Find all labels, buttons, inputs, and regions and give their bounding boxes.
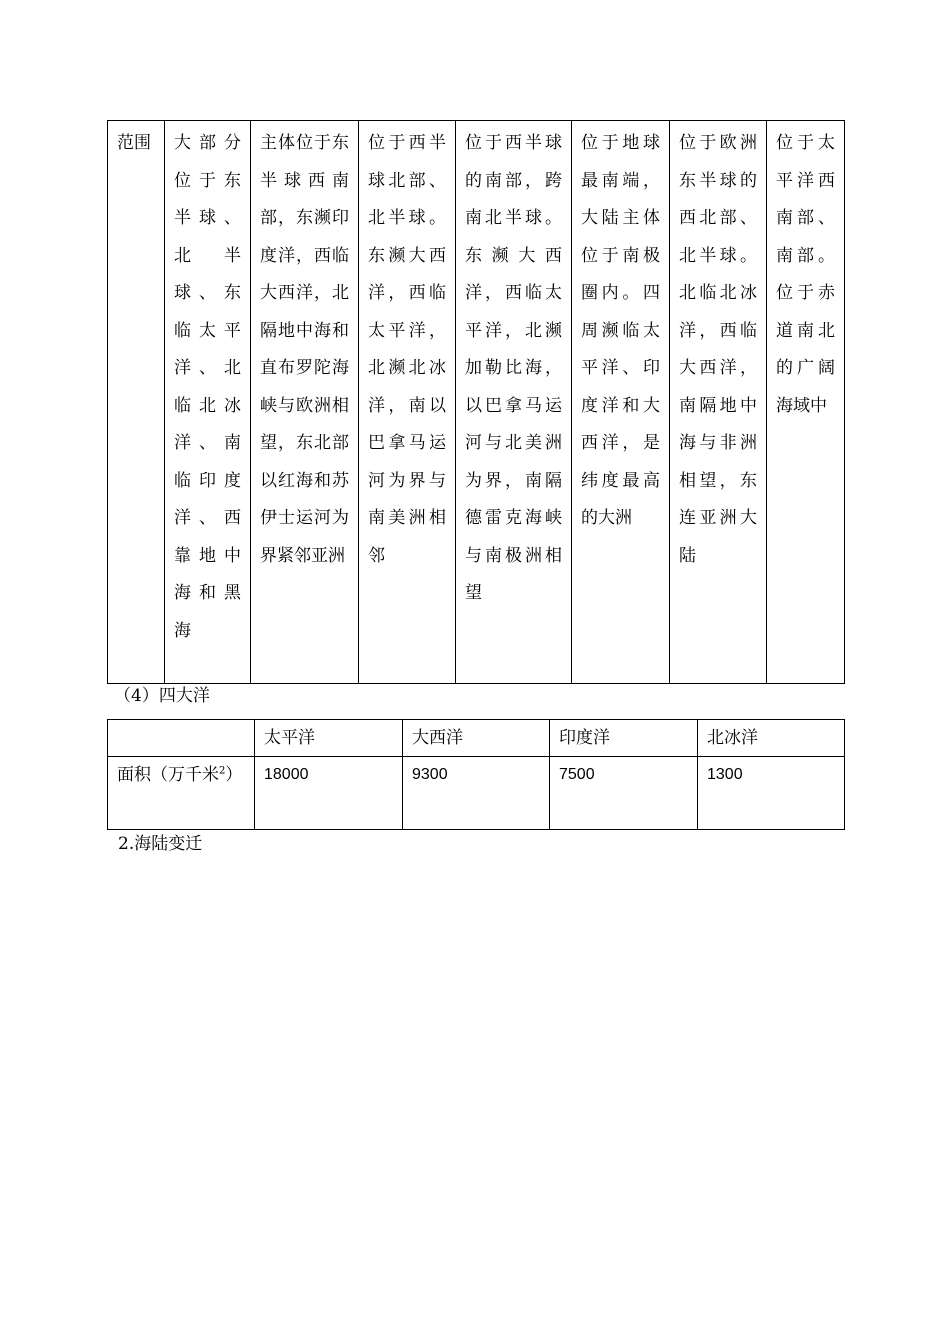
range-cell-africa: 主体位于东半球西南部，东濒印度洋，西临大西洋，北隔地中海和直布罗陀海峡与欧洲相望，东北部以红海和苏伊士运河为界紧邻亚洲	[251, 121, 359, 684]
range-cell-europe: 位于欧洲东半球的西北部、北半球。北临北冰洋，西临大西洋，南隔地中海与非洲相望，东连亚洲大陆	[670, 121, 767, 684]
range-cell-north-america: 位于西半球北部、北半球。东濒大西洋，西临太平洋，北濒北冰洋，南以巴拿马运河为界与南美洲相邻	[359, 121, 456, 684]
oceans-header-indian: 印度洋	[550, 720, 698, 757]
area-value-pacific: 18000	[255, 757, 403, 830]
oceans-caption: （4）四大洋	[114, 686, 210, 706]
oceans-table	[107, 719, 845, 830]
area-value-atlantic: 9300	[403, 757, 550, 830]
area-label-tail: ）	[225, 765, 243, 785]
range-cell-south-america: 位于西半球的南部，跨南北半球。东濒大西洋，西临太平洋，北濒加勒比海，以巴拿马运河与北美洲为界，南隔德雷克海峡与南极洲相望	[456, 121, 572, 684]
oceans-area-row	[108, 757, 845, 830]
continents-range-table	[107, 120, 845, 684]
range-cell-asia: 大部分位于东半球、北 半球、东临太平洋、北临北冰洋、南临印度洋、西靠地中海和黑海	[165, 121, 251, 684]
range-cell-antarctica: 位于地球最南端，大陆主体位于南极圈内。四周濒临太平洋、印度洋和大西洋，是纬度最高的大洲	[572, 121, 670, 684]
area-label-text: 面积（万千米	[117, 765, 219, 785]
oceans-area-label	[108, 757, 255, 830]
range-row	[108, 121, 845, 684]
range-label-cell: 范围	[108, 121, 165, 684]
oceans-header-pacific: 太平洋	[255, 720, 403, 757]
area-label-superscript: 2	[219, 765, 226, 777]
oceans-header-arctic: 北冰洋	[698, 720, 845, 757]
area-value-indian: 7500	[550, 757, 698, 830]
oceans-header-atlantic: 大西洋	[403, 720, 550, 757]
area-value-arctic: 1300	[698, 757, 845, 830]
section-heading: 2.海陆变迁	[118, 834, 203, 854]
oceans-header-empty	[108, 720, 255, 757]
range-cell-oceania: 位于太平洋西南部、南部。位于赤道南北的广阔海域中	[767, 121, 845, 684]
oceans-header-row	[108, 720, 845, 757]
